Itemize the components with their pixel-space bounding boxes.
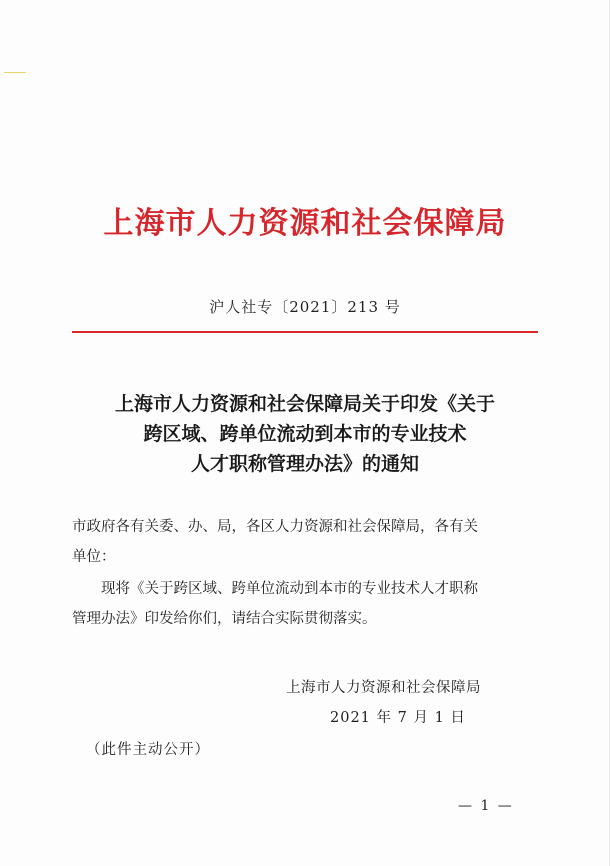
- title-line-2: 跨区域、跨单位流动到本市的专业技术: [143, 423, 467, 445]
- issuer-header: 上海市人力资源和社会保障局: [103, 206, 507, 241]
- red-divider-line: [72, 331, 538, 333]
- addressee-line-1: 市政府各有关委、办、局，各区人力资源和社会保障局，各有关: [72, 519, 478, 535]
- title-line-3: 人才职称管理办法》的通知: [190, 453, 419, 475]
- content-line-1: 现将《关于跨区域、跨单位流动到本市的专业技术人才职称: [101, 581, 478, 597]
- title-line-1: 上海市人力资源和社会保障局关于印发《关于: [114, 393, 495, 415]
- issuer-signature: 上海市人力资源和社会保障局: [286, 680, 481, 696]
- addressee-block: [72, 512, 542, 572]
- document-title: [60, 389, 550, 479]
- corner-mark: [4, 72, 26, 73]
- document-number: 沪人社专〔2021〕213 号: [209, 298, 401, 316]
- body-paragraph: [72, 574, 542, 634]
- disclosure-note: （此件主动公开）: [86, 742, 210, 758]
- content-line-2: 管理办法》印发给你们，请结合实际贯彻落实。: [72, 611, 377, 627]
- issue-date: 2021 年 7 月 1 日: [330, 710, 466, 726]
- addressee-line-2: 单位：: [72, 549, 116, 565]
- page-number: — 1 —: [458, 798, 514, 814]
